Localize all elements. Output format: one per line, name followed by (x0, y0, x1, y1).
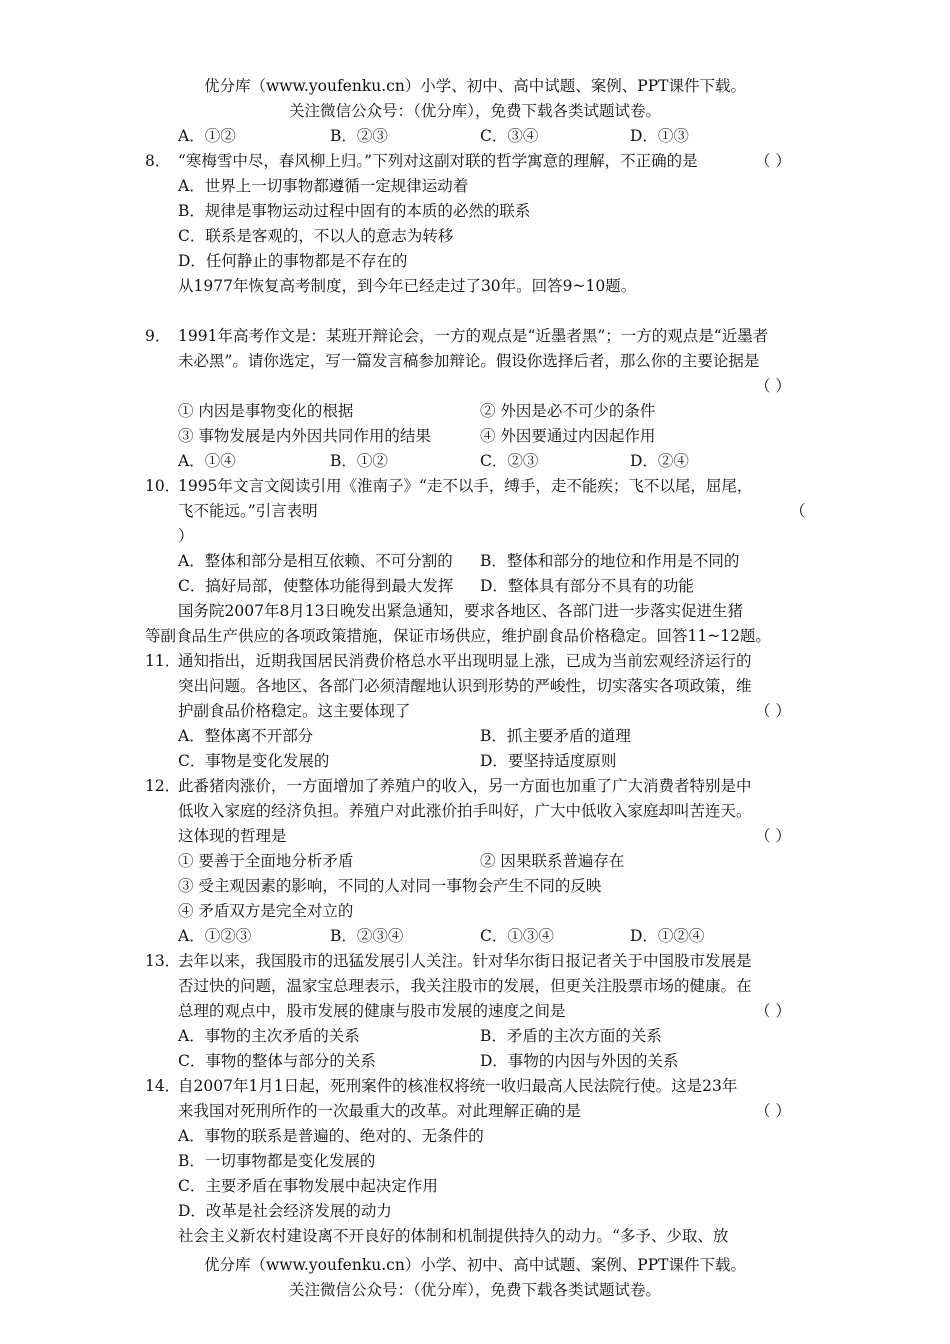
q7-option-d: D．①③ (630, 127, 689, 145)
q8-option-b: B．规律是事物运动过程中固有的本质的必然的联系 (178, 202, 531, 220)
q13-answer-paren: （ ） (755, 1002, 791, 1020)
q11-stem-line-2: 突出问题。各地区、各部门必须清醒地认识到形势的严峻性，切实落实各项政策，维 (178, 677, 752, 695)
q12-item-3: ③ 受主观因素的影响，不同的人对同一事物会产生不同的反映 (178, 877, 602, 895)
q12-option-b: B．②③④ (330, 927, 404, 945)
q9-item-1: ① 内因是事物变化的根据 (178, 402, 354, 420)
q9-item-2: ② 外因是必不可少的条件 (480, 402, 656, 420)
q12-answer-paren: （ ） (755, 827, 791, 845)
q12-number: 12． (145, 777, 181, 795)
q11-option-c: C．事物是变化发展的 (178, 752, 330, 770)
intro-q11-12-line-2: 等副食品生产供应的各项政策措施，保证市场供应，维护副食品价格稳定。回答11~12题。 (145, 627, 771, 645)
q11-option-a: A．整体离不开部分 (178, 727, 314, 745)
q11-option-d: D．要坚持适度原则 (480, 752, 617, 770)
q9-option-d: D．②④ (630, 452, 689, 470)
q7-option-c: C．③④ (480, 127, 539, 145)
q14-option-b: B．一切事物都是变化发展的 (178, 1152, 376, 1170)
q10-option-d: D．整体具有部分不具有的功能 (480, 577, 694, 595)
q10-stem-line-1: 1995年文言文阅读引用《淮南子》“走不以手，缚手，走不能疾；飞不以尾，屈尾， (178, 477, 753, 495)
footer-line-2: 关注微信公众号：（优分库），免费下载各类试题试卷。 (288, 1281, 661, 1299)
q13-option-d: D．事物的内因与外因的关系 (480, 1052, 679, 1070)
q9-item-4: ④ 外因要通过内因起作用 (480, 427, 656, 445)
q14-stem-line-1: 自2007年1月1日起，死刑案件的核准权将统一收归最高人民法院行使。这是23年 (178, 1077, 738, 1095)
q14-option-c: C．主要矛盾在事物发展中起决定作用 (178, 1177, 438, 1195)
header-line-2: 关注微信公众号：（优分库），免费下载各类试题试卷。 (288, 102, 661, 120)
q9-number: 9． (145, 327, 171, 345)
footer-line-1: 优分库（www.youfenku.cn）小学、初中、高中试题、案例、PPT课件下载。 (203, 1256, 747, 1274)
q13-number: 13． (145, 952, 181, 970)
q13-option-c: C．事物的整体与部分的关系 (178, 1052, 376, 1070)
q13-stem-line-2: 否过快的问题，温家宝总理表示，我关注股市的发展，但更关注股票市场的健康。在 (178, 977, 752, 995)
q9-stem-line-1: 1991年高考作文是：某班开辩论会，一方的观点是“近墨者黑”；一方的观点是“近墨者 (178, 327, 769, 345)
q14-answer-paren: （ ） (755, 1102, 791, 1120)
q12-option-d: D．①②④ (630, 927, 705, 945)
q11-stem-line-3: 护副食品价格稳定。这主要体现了 (178, 702, 411, 720)
q10-option-a: A．整体和部分是相互依赖、不可分割的 (178, 552, 453, 570)
q9-stem-line-2: 未必黑”。请你选定，写一篇发言稿参加辩论。假设你选择后者，那么你的主要论据是 (178, 352, 760, 370)
q12-item-4: ④ 矛盾双方是完全对立的 (178, 902, 354, 920)
q12-item-2: ② 因果联系普遍存在 (480, 852, 625, 870)
q8-number: 8． (145, 152, 171, 170)
q10-option-c: C．搞好局部，使整体功能得到最大发挥 (178, 577, 454, 595)
q10-paren-open: （ (790, 502, 806, 520)
q13-stem-line-1: 去年以来，我国股市的迅猛发展引人关注。针对华尔街日报记者关于中国股市发展是 (178, 952, 752, 970)
q7-option-a: A．①② (178, 127, 236, 145)
q8-option-c: C．联系是客观的，不以人的意志为转移 (178, 227, 454, 245)
q12-option-a: A．①②③ (178, 927, 252, 945)
q12-stem-line-1: 此番猪肉涨价，一方面增加了养殖户的收入，另一方面也加重了广大消费者特别是中 (178, 777, 752, 795)
intro-q11-12-line-1: 国务院2007年8月13日晚发出紧急通知，要求各地区、各部门进一步落实促进生猪 (178, 602, 744, 620)
q8-answer-paren: （ ） (755, 152, 791, 170)
q9-option-c: C．②③ (480, 452, 539, 470)
q9-option-b: B．①② (330, 452, 388, 470)
q13-option-b: B．矛盾的主次方面的关系 (480, 1027, 662, 1045)
q9-option-a: A．①④ (178, 452, 236, 470)
q14-option-a: A．事物的联系是普遍的、绝对的、无条件的 (178, 1127, 484, 1145)
q12-stem-line-2: 低收入家庭的经济负担。养殖户对此涨价拍手叫好，广大中低收入家庭却叫苦连天。 (178, 802, 752, 820)
q11-answer-paren: （ ） (755, 702, 791, 720)
q12-option-c: C．①③④ (480, 927, 554, 945)
intro-q9-10: 从1977年恢复高考制度，到今年已经走过了30年。回答9~10题。 (178, 277, 637, 295)
q12-stem-line-3: 这体现的哲理是 (178, 827, 287, 845)
q8-stem: “寒梅雪中尽，春风柳上归。”下列对这副对联的哲学寓意的理解，不正确的是 (178, 152, 698, 170)
q10-stem-line-2: 飞不能远。”引言表明 (178, 502, 318, 520)
q9-answer-paren: （ ） (755, 377, 791, 395)
q11-option-b: B．抓主要矛盾的道理 (480, 727, 631, 745)
q8-option-d: D．任何静止的事物都是不存在的 (178, 252, 408, 270)
q9-item-3: ③ 事物发展是内外因共同作用的结果 (178, 427, 431, 445)
q10-number: 10． (145, 477, 181, 495)
header-line-1: 优分库（www.youfenku.cn）小学、初中、高中试题、案例、PPT课件下载。 (203, 77, 747, 95)
q14-stem-line-2: 来我国对死刑所作的一次最重大的改革。对此理解正确的是 (178, 1102, 582, 1120)
q13-stem-line-3: 总理的观点中，股市发展的健康与股市发展的速度之间是 (178, 1002, 566, 1020)
q14-option-d: D．改革是社会经济发展的动力 (178, 1202, 392, 1220)
q13-option-a: A．事物的主次矛盾的关系 (178, 1027, 360, 1045)
q12-item-1: ① 要善于全面地分析矛盾 (178, 852, 354, 870)
q8-option-a: A．世界上一切事物都遵循一定规律运动着 (178, 177, 469, 195)
q11-stem-line-1: 通知指出，近期我国居民消费价格总水平出现明显上涨，已成为当前宏观经济运行的 (178, 652, 752, 670)
q10-option-b: B．整体和部分的地位和作用是不同的 (480, 552, 740, 570)
intro-q15: 社会主义新农村建设离不开良好的体制和机制提供持久的动力。“多予、少取、放 (178, 1227, 729, 1245)
q11-number: 11． (145, 652, 181, 670)
q10-paren-close: ） (178, 527, 194, 545)
q7-option-b: B．②③ (330, 127, 388, 145)
q14-number: 14． (145, 1077, 181, 1095)
